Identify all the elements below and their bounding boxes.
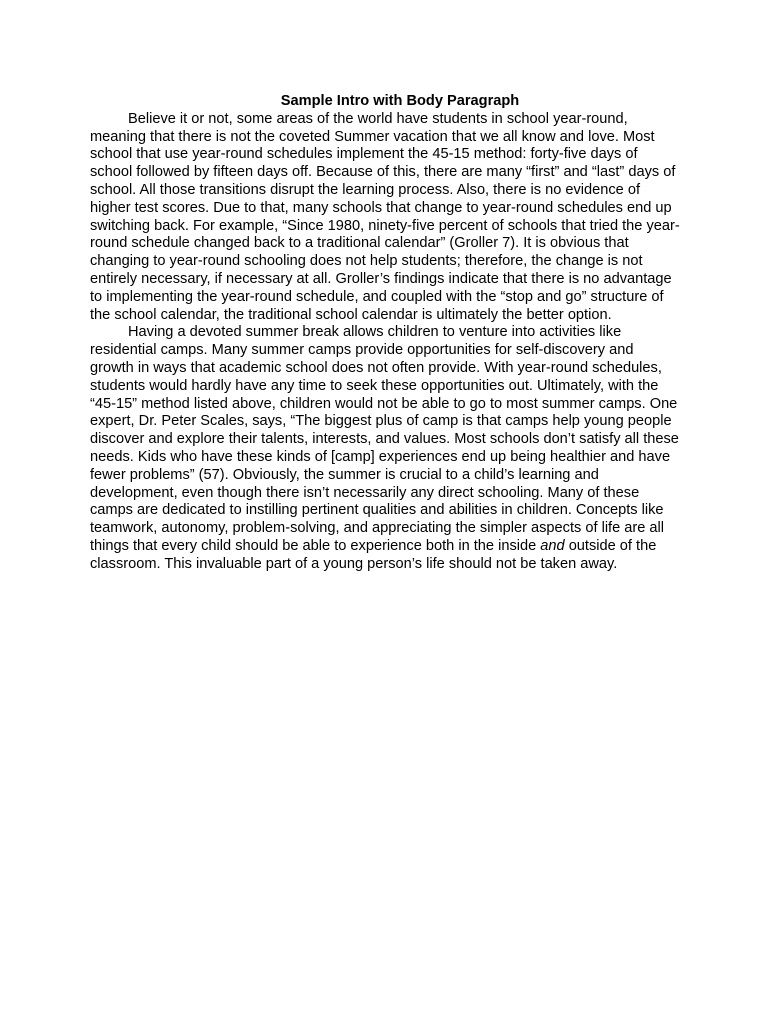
body-paragraph-text-end: outside of the classroom. This invaluable part of a young person’s life should not be taken away. [90, 537, 657, 572]
document-title: Sample Intro with Body Paragraph [280, 93, 520, 109]
body-paragraph [90, 324, 680, 573]
intro-paragraph: Believe it or not, some areas of the world have students in school year-round, meaning that there is not the coveted Summer vacation that we all know and love. Most school that use year-round schedules implement the 45-15 method: forty-five days of school followed by fifteen days off. Because of this, there are many “first” and “last” days of school. All those transitions disrupt the learning process. Also, there is no evidence of higher test scores. Due to that, many schools that change to year-round schedules end up switching back. For example, “Since 1980, ninety-five percent of schools that tried the year-round schedule changed back to a traditional calendar” (Groller 7). It is obvious that changing to year-round schooling does not help students; therefore, the change is not entirely necessary, if necessary at all. Groller’s findings indicate that there is no advantage to implementing the year-round schedule, and coupled with the “stop and go” structure of the school calendar, the traditional school calendar is ultimately the better option. [90, 110, 680, 323]
body-paragraph-emphasis: and [540, 537, 565, 554]
document-page [90, 93, 680, 574]
body-paragraph-text-start: Having a devoted summer break allows children to venture into activities like residential camps. Many summer camps provide opportunities for self-discovery and growth in ways that academic school does not often provide. With year-round schedules, students would hardly have any time to seek these opportunities out. Ultimately, with the “45-15” method listed above, children would not be able to go to most summer camps. One expert, Dr. Peter Scales, says, “The biggest plus of camp is that camps help young people discover and explore their talents, interests, and values. Most schools don’t satisfy all these needs. Kids who have these kinds of [camp] experiences end up being healthier and have fewer problems” (57). Obviously, the summer is crucial to a child’s learning and development, even though there isn’t necessarily any direct schooling. Many of these camps are dedicated to instilling pertinent qualities and abilities in children. Concepts like teamwork, autonomy, problem-solving, and appreciating the simpler aspects of life are all things that every child should be able to experience both in the inside [90, 324, 679, 554]
